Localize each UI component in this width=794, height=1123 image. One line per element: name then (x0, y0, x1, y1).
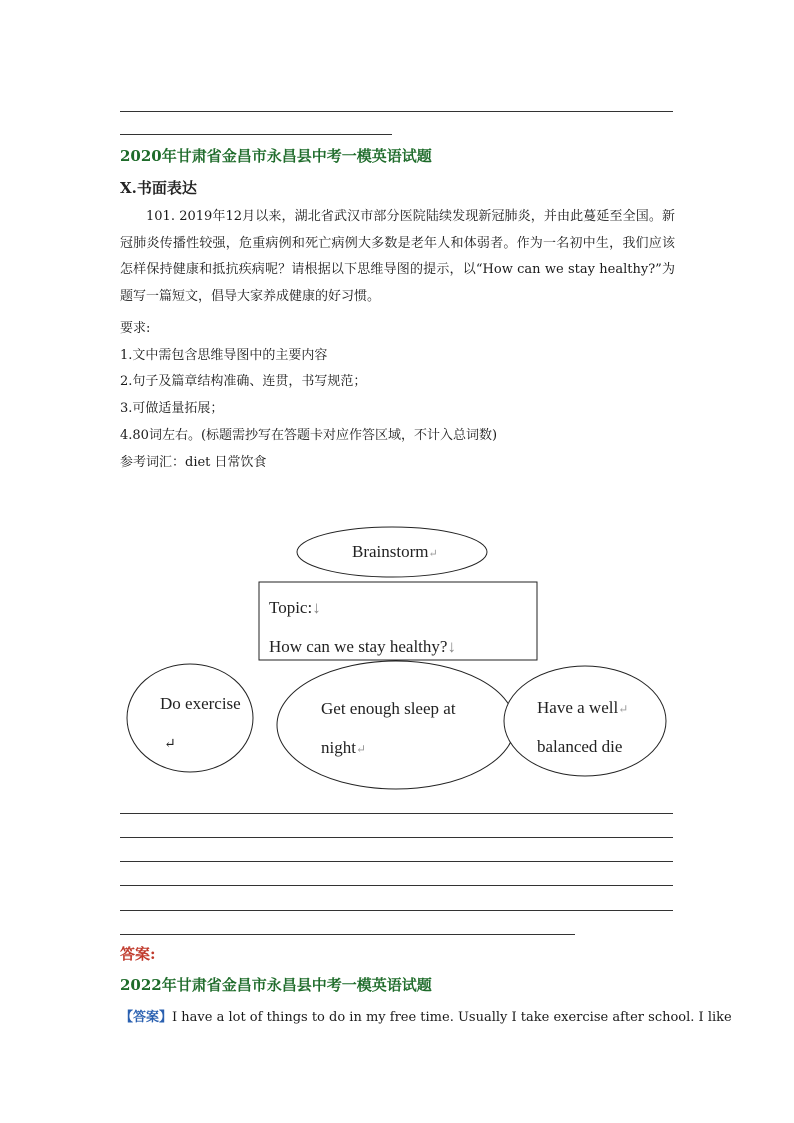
vocab-hint: 参考词汇：diet 日常饮食 (120, 455, 267, 470)
exercise-return-mark: ↵ (164, 737, 176, 752)
answer-line-5 (120, 910, 673, 911)
answer-line-6 (120, 934, 575, 935)
diet-label-line2: balanced die (537, 737, 623, 756)
exam-title-2020: 2020年甘肃省金昌市永昌县中考一模英语试题 (120, 147, 432, 165)
topic-label: Topic:↓ (269, 598, 321, 617)
answer-line-1 (120, 813, 673, 814)
short-rule (120, 134, 392, 135)
answer-line-3 (120, 861, 673, 862)
exam-title-2022: 2022年甘肃省金昌市永昌县中考一模英语试题 (120, 976, 432, 994)
brainstorm-label: Brainstorm↵ (352, 542, 438, 561)
sleep-label-line1: Get enough sleep at (321, 699, 456, 718)
exercise-ellipse (127, 664, 253, 772)
requirement-4: 4.80词左右。(标题需抄写在答题卡对应作答区域，不计入总词数) (120, 428, 498, 443)
answer-text (120, 1006, 732, 1025)
requirement-1: 1.文中需包含思维导图中的主要内容 (120, 348, 328, 363)
question-paragraph: 101. 2019年12月以来，湖北省武汉市部分医院陆续发现新冠肺炎，并由此蔓延至全国。新冠肺炎传播性较强，危重病例和死亡病例大多数是老年人和体弱者。作为一名初中生，我们应该怎样保持健康和抵抗疾病呢？请根据以下思维导图的提示，以“How can we stay healthy?”为题写一篇短文，倡导大家养成健康的好习惯。 (120, 209, 675, 304)
diet-ellipse (504, 666, 666, 776)
section-heading: X.书面表达 (120, 179, 197, 197)
topic-question: How can we stay healthy?↓ (269, 637, 456, 656)
exercise-label: Do exercise (160, 694, 241, 713)
top-rule (120, 111, 673, 112)
diet-label-line1: Have a well↵ (537, 698, 629, 717)
answer-heading: 答案: (120, 945, 156, 963)
mind-map (120, 515, 680, 800)
sleep-ellipse (277, 661, 515, 789)
answer-line-4 (120, 885, 673, 886)
answer-line-2 (120, 837, 673, 838)
sleep-label-line2: night↵ (321, 738, 367, 757)
requirement-2: 2.句子及篇章结构准确、连贯，书写规范； (120, 374, 367, 389)
requirement-3: 3.可做适量拓展； (120, 401, 224, 416)
answer-tag: 【答案】 (120, 1010, 173, 1025)
answer-body: I have a lot of things to do in my free time. Usually I take exercise after school. I like (172, 1010, 732, 1025)
requirements-label: 要求: (120, 321, 151, 336)
